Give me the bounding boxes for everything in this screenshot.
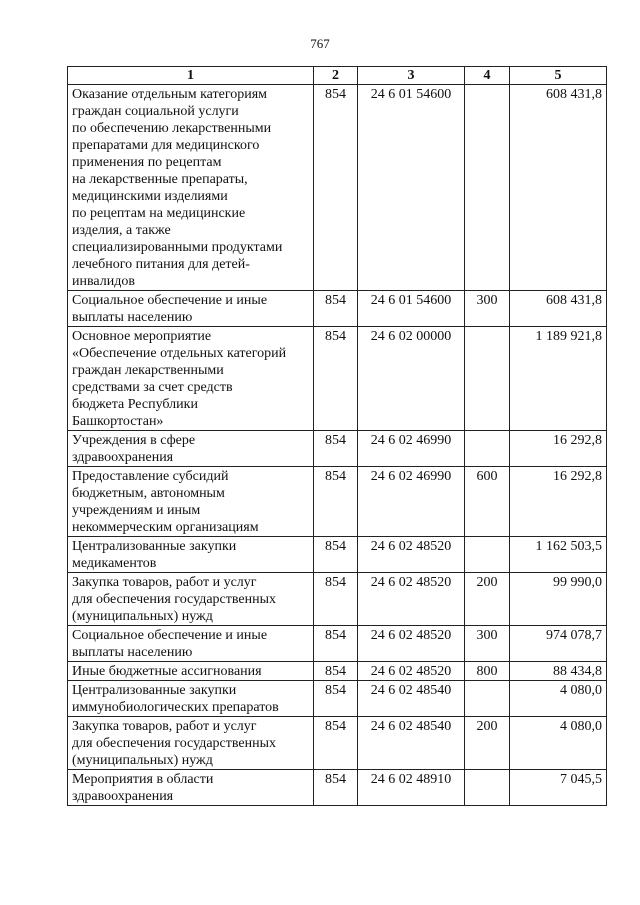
- row-name-cell: Иные бюджетные ассигнования: [68, 662, 314, 681]
- column-header-expense-type: 4: [465, 67, 510, 85]
- row-expense-type-cell: [465, 85, 510, 291]
- row-name-cell: Основное мероприятие «Обеспечение отдельных категорий граждан лекарственными средствами за счет средств бюджета Республики Башкортостан»: [68, 327, 314, 431]
- row-target-item-cell: 24 6 02 48910: [358, 770, 465, 806]
- row-department-cell: 854: [314, 327, 358, 431]
- row-department-cell: 854: [314, 431, 358, 467]
- table-row: [68, 662, 607, 681]
- row-expense-type-cell: [465, 431, 510, 467]
- row-amount-cell: 4 080,0: [510, 681, 607, 717]
- row-target-item-cell: 24 6 02 48520: [358, 537, 465, 573]
- row-name-cell: Социальное обеспечение и иные выплаты населению: [68, 626, 314, 662]
- row-target-item-cell: 24 6 01 54600: [358, 291, 465, 327]
- table-row: [68, 681, 607, 717]
- row-target-item-cell: 24 6 02 46990: [358, 431, 465, 467]
- row-target-item-cell: 24 6 02 00000: [358, 327, 465, 431]
- row-department-cell: 854: [314, 85, 358, 291]
- table-row: [68, 431, 607, 467]
- row-target-item-cell: 24 6 02 48520: [358, 573, 465, 626]
- row-amount-cell: 4 080,0: [510, 717, 607, 770]
- table-row: [68, 537, 607, 573]
- row-expense-type-cell: 800: [465, 662, 510, 681]
- budget-table: [67, 66, 607, 806]
- table-row: [68, 467, 607, 537]
- column-header-name: 1: [68, 67, 314, 85]
- row-name-cell: Закупка товаров, работ и услуг для обеспечения государственных (муниципальных) нужд: [68, 573, 314, 626]
- column-header-department: 2: [314, 67, 358, 85]
- row-target-item-cell: 24 6 02 48540: [358, 717, 465, 770]
- row-target-item-cell: 24 6 02 48520: [358, 662, 465, 681]
- row-amount-cell: 88 434,8: [510, 662, 607, 681]
- row-name-cell: Закупка товаров, работ и услуг для обеспечения государственных (муниципальных) нужд: [68, 717, 314, 770]
- row-expense-type-cell: 300: [465, 291, 510, 327]
- row-expense-type-cell: [465, 681, 510, 717]
- row-expense-type-cell: 600: [465, 467, 510, 537]
- row-name-cell: Учреждения в сфере здравоохранения: [68, 431, 314, 467]
- row-amount-cell: 608 431,8: [510, 291, 607, 327]
- row-amount-cell: 16 292,8: [510, 431, 607, 467]
- row-department-cell: 854: [314, 467, 358, 537]
- row-department-cell: 854: [314, 717, 358, 770]
- row-department-cell: 854: [314, 573, 358, 626]
- table-row: [68, 327, 607, 431]
- row-amount-cell: 608 431,8: [510, 85, 607, 291]
- table-row: [68, 573, 607, 626]
- row-name-cell: Мероприятия в области здравоохранения: [68, 770, 314, 806]
- row-department-cell: 854: [314, 537, 358, 573]
- row-target-item-cell: 24 6 01 54600: [358, 85, 465, 291]
- row-expense-type-cell: [465, 327, 510, 431]
- row-target-item-cell: 24 6 02 48520: [358, 626, 465, 662]
- column-header-target-item: 3: [358, 67, 465, 85]
- row-name-cell: Централизованные закупки медикаментов: [68, 537, 314, 573]
- row-target-item-cell: 24 6 02 48540: [358, 681, 465, 717]
- column-header-amount: 5: [510, 67, 607, 85]
- table-row: [68, 770, 607, 806]
- row-amount-cell: 1 162 503,5: [510, 537, 607, 573]
- table-row: [68, 291, 607, 327]
- table-row: [68, 626, 607, 662]
- row-expense-type-cell: 200: [465, 717, 510, 770]
- row-target-item-cell: 24 6 02 46990: [358, 467, 465, 537]
- row-expense-type-cell: 200: [465, 573, 510, 626]
- row-name-cell: Оказание отдельным категориям граждан социальной услуги по обеспечению лекарственными препаратами для медицинского применения по рецептам на лекарственные препараты, медицинскими изделиями по рецептам на медицинские изделия, а также специализированными продуктами лечебного питания для детей- инвалидов: [68, 85, 314, 291]
- row-amount-cell: 1 189 921,8: [510, 327, 607, 431]
- row-department-cell: 854: [314, 770, 358, 806]
- row-expense-type-cell: 300: [465, 626, 510, 662]
- row-department-cell: 854: [314, 662, 358, 681]
- row-name-cell: Централизованные закупки иммунобиологических препаратов: [68, 681, 314, 717]
- row-expense-type-cell: [465, 770, 510, 806]
- page-number: 767: [310, 36, 330, 51]
- table-body: [68, 85, 607, 806]
- table-header-row: [68, 67, 607, 85]
- row-amount-cell: 16 292,8: [510, 467, 607, 537]
- row-expense-type-cell: [465, 537, 510, 573]
- row-department-cell: 854: [314, 291, 358, 327]
- row-amount-cell: 99 990,0: [510, 573, 607, 626]
- row-amount-cell: 7 045,5: [510, 770, 607, 806]
- row-department-cell: 854: [314, 626, 358, 662]
- table-row: [68, 85, 607, 291]
- row-department-cell: 854: [314, 681, 358, 717]
- row-name-cell: Социальное обеспечение и иные выплаты населению: [68, 291, 314, 327]
- row-name-cell: Предоставление субсидий бюджетным, автономным учреждениям и иным некоммерческим организациям: [68, 467, 314, 537]
- row-amount-cell: 974 078,7: [510, 626, 607, 662]
- table-row: [68, 717, 607, 770]
